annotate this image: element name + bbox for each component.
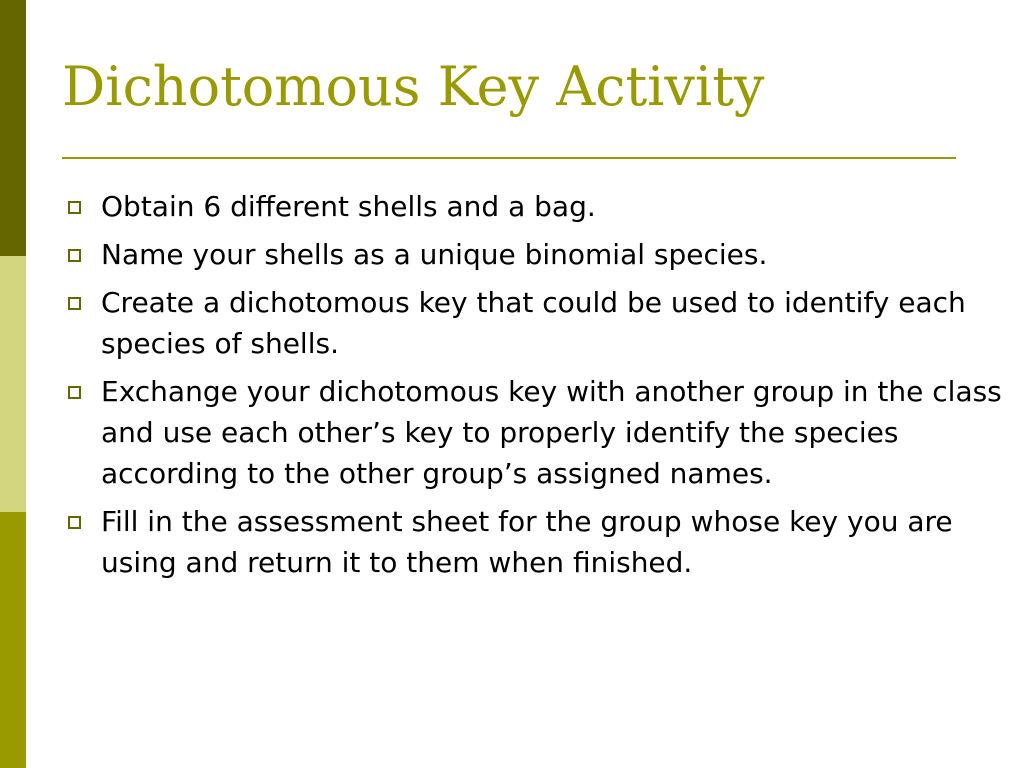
bullet-text: Create a dichotomous key that could be used to identify each species of shells.	[101, 286, 966, 360]
bullet-text: Name your shells as a unique binomial species.	[101, 238, 768, 271]
list-item	[62, 371, 1002, 494]
sidebar-stripe-light	[0, 256, 26, 512]
square-bullet-icon	[68, 386, 81, 399]
list-item	[62, 282, 1002, 364]
list-item	[62, 234, 1002, 275]
bullet-text: Obtain 6 different shells and a bag.	[101, 190, 596, 223]
sidebar-stripe-dark	[0, 0, 26, 256]
bullet-text: Fill in the assessment sheet for the group whose key you are using and return it to them when finished.	[101, 505, 953, 579]
title-divider	[62, 157, 956, 159]
square-bullet-icon	[68, 201, 81, 214]
square-bullet-icon	[68, 297, 81, 310]
bullet-text: Exchange your dichotomous key with another group in the class and use each other’s key to properly identify the species according to the other group’s assigned names.	[101, 375, 1002, 490]
square-bullet-icon	[68, 249, 81, 262]
sidebar-stripe-olive	[0, 512, 26, 768]
square-bullet-icon	[68, 516, 81, 529]
bullet-list	[62, 186, 1002, 590]
slide-title: Dichotomous Key Activity	[62, 55, 765, 118]
list-item	[62, 186, 1002, 227]
list-item	[62, 501, 1002, 583]
